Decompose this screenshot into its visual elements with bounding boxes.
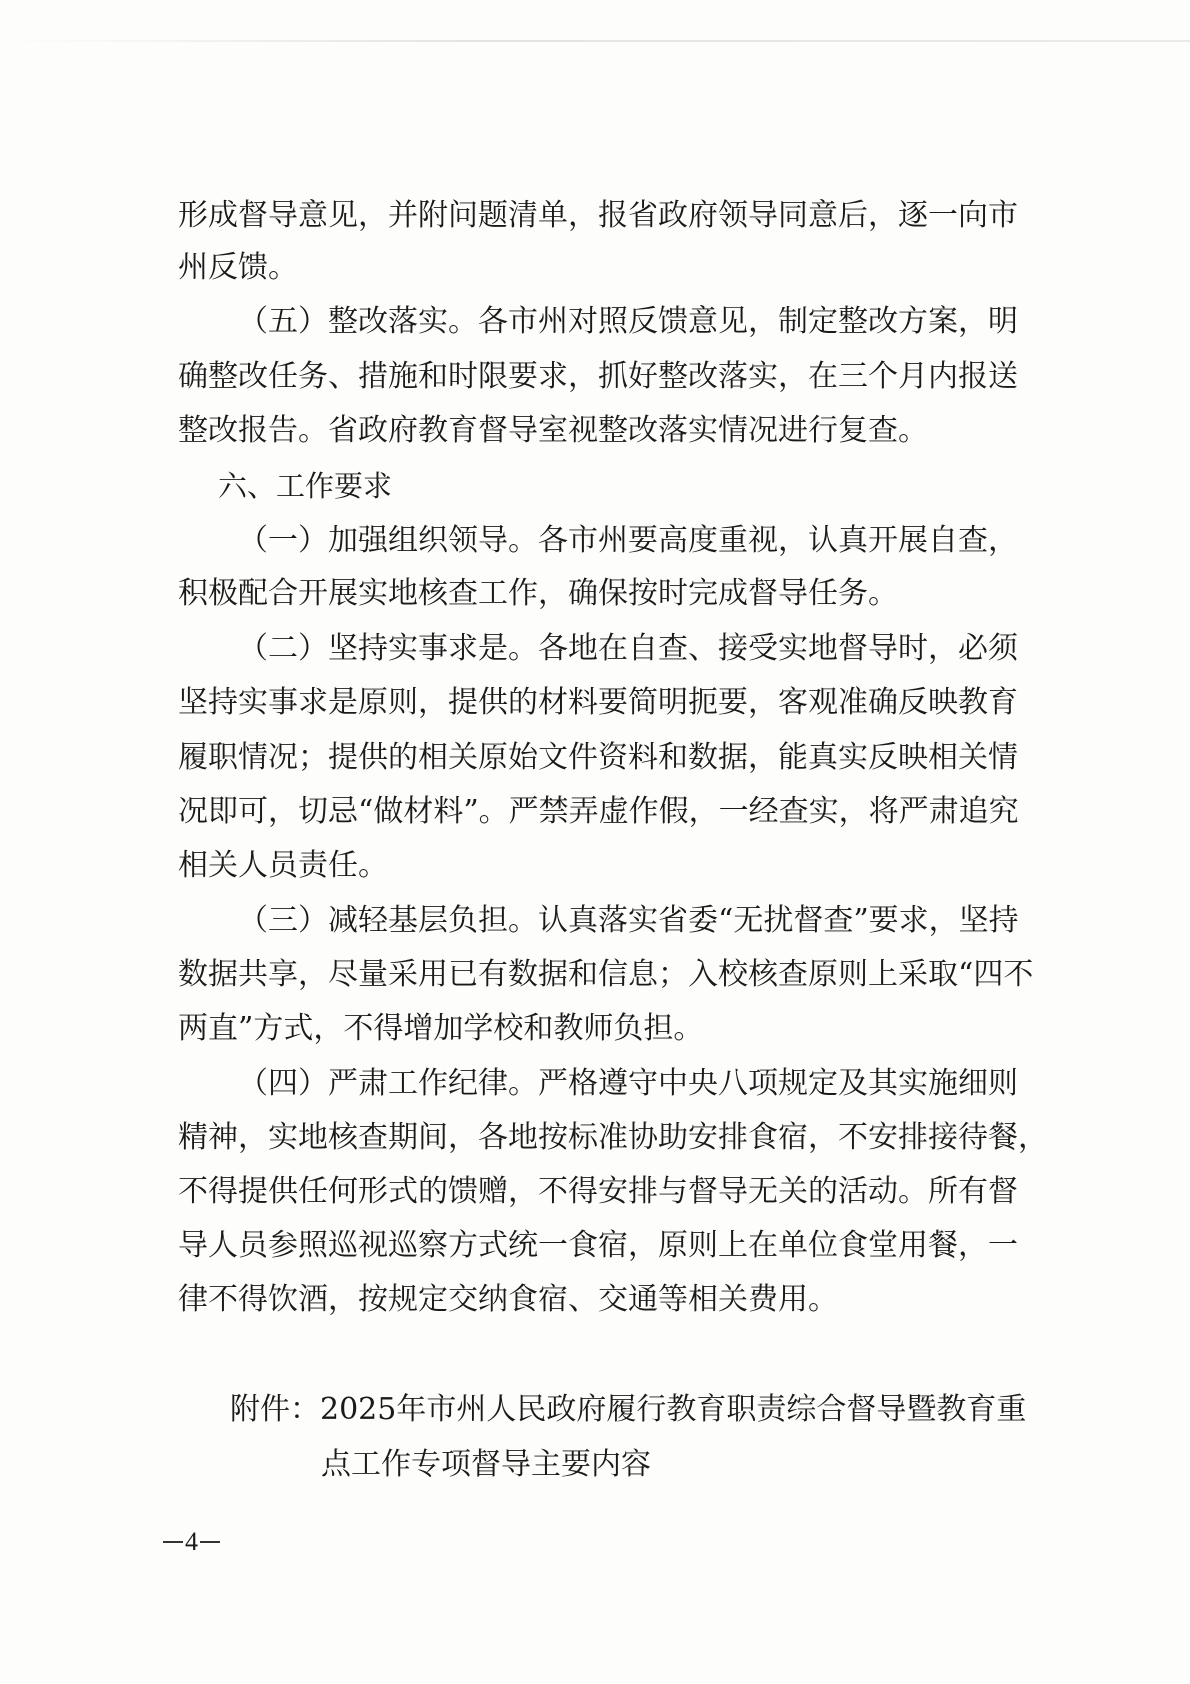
paragraph-truth-seeking: （二）坚持实事求是。各地在自查、接受实地督导时，必须 bbox=[238, 631, 1018, 666]
attachment-line-1: 附件：2025年市州人民政府履行教育职责综合督导暨教育重 bbox=[230, 1392, 1027, 1427]
body-line: 州反馈。 bbox=[178, 250, 298, 285]
page-number-value: 4 bbox=[185, 1527, 198, 1556]
body-line: 精神，实地核查期间，各地按标准协助安排食宿，不安排接待餐， bbox=[178, 1120, 1048, 1155]
body-line: 数据共享，尽量采用已有数据和信息；入校核查原则上采取“四不 bbox=[178, 957, 1034, 992]
paragraph-reduce-burden: （三）减轻基层负担。认真落实省委“无扰督查”要求，坚持 bbox=[238, 903, 1019, 938]
attachment-line-2: 点工作专项督导主要内容 bbox=[321, 1447, 651, 1482]
body-line: 履职情况；提供的相关原始文件资料和数据，能真实反映相关情 bbox=[178, 740, 1018, 775]
body-line: 导人员参照巡视巡察方式统一食宿，原则上在单位食堂用餐，一 bbox=[178, 1228, 1018, 1263]
scan-edge-divider bbox=[0, 40, 1190, 42]
paragraph-rectification: （五）整改落实。各市州对照反馈意见，制定整改方案，明 bbox=[238, 304, 1018, 339]
body-line: 确整改任务、措施和时限要求，抓好整改落实，在三个月内报送 bbox=[178, 359, 1018, 394]
page-number-dash-left bbox=[163, 1541, 183, 1543]
body-line: 不得提供任何形式的馈赠，不得安排与督导无关的活动。所有督 bbox=[178, 1174, 1018, 1209]
body-line: 况即可，切忌“做材料”。严禁弄虚作假，一经查实，将严肃追究 bbox=[178, 794, 1019, 829]
page-number bbox=[163, 1527, 220, 1557]
paragraph-discipline: （四）严肃工作纪律。严格遵守中央八项规定及其实施细则 bbox=[238, 1066, 1018, 1101]
body-line: 坚持实事求是原则，提供的材料要简明扼要，客观准确反映教育 bbox=[178, 685, 1018, 720]
body-line: 整改报告。省政府教育督导室视整改落实情况进行复查。 bbox=[178, 413, 928, 448]
paragraph-organization: （一）加强组织领导。各市州要高度重视，认真开展自查， bbox=[238, 523, 1018, 558]
body-line: 律不得饮酒，按规定交纳食宿、交通等相关费用。 bbox=[178, 1282, 838, 1317]
body-line: 两直”方式，不得增加学校和教师负担。 bbox=[178, 1011, 704, 1046]
body-line: 形成督导意见，并附问题清单，报省政府领导同意后，逐一向市 bbox=[178, 198, 1018, 233]
body-line: 相关人员责任。 bbox=[178, 848, 388, 883]
section-heading-work-requirements: 六、工作要求 bbox=[218, 469, 393, 503]
body-line: 积极配合开展实地核查工作，确保按时完成督导任务。 bbox=[178, 576, 898, 611]
page-number-dash-right bbox=[200, 1541, 220, 1543]
